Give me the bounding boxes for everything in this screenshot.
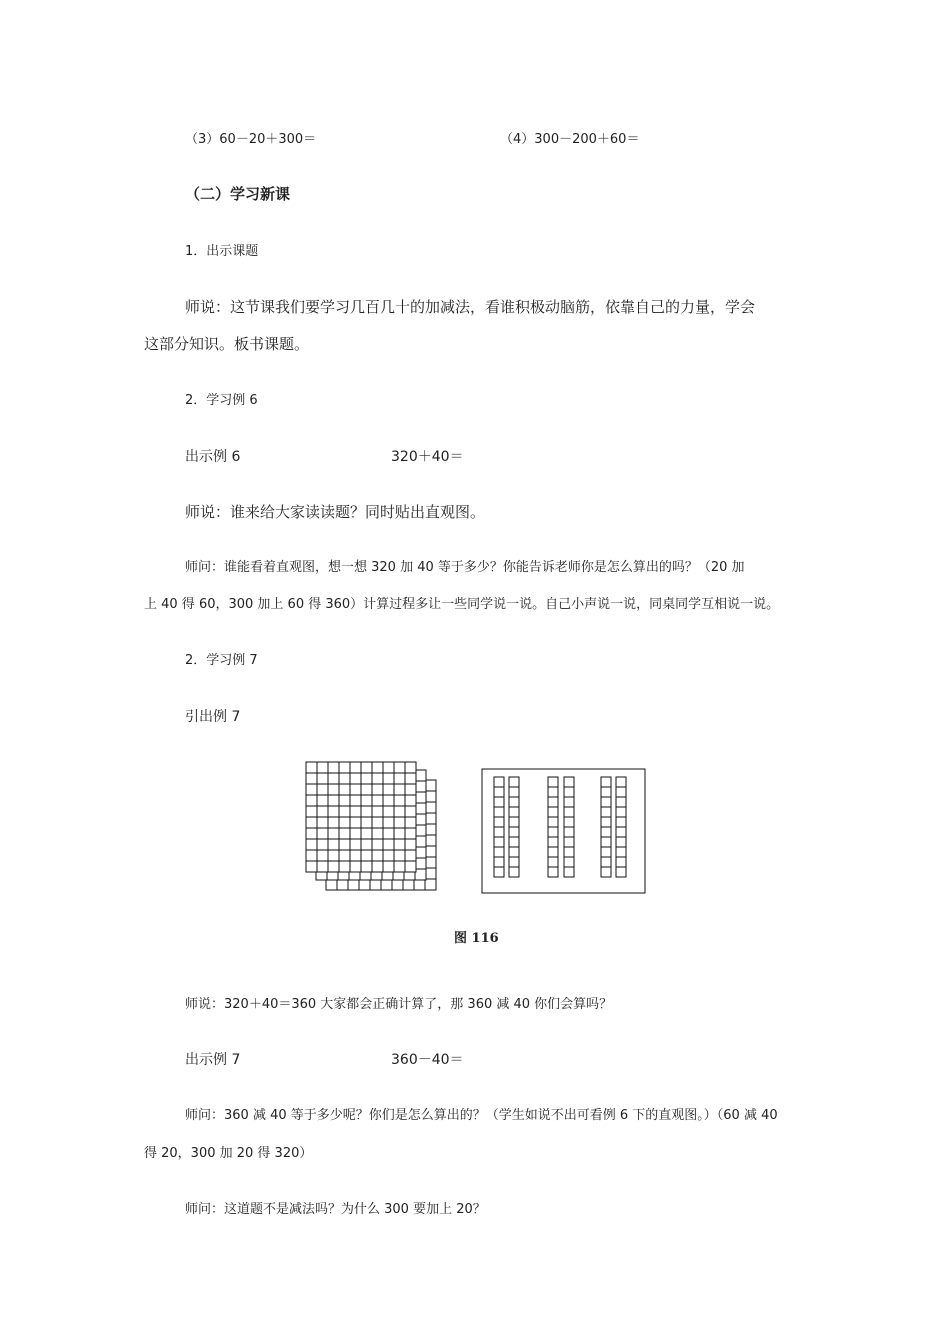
step3-show-expr: 360－40＝	[391, 1052, 464, 1068]
step3-ask1-line2: 得 20，300 加 20 得 320）	[144, 1146, 313, 1161]
step1-heading: 1．出示课题	[185, 244, 259, 259]
step1-teacher-line1: 师说：这节课我们要学习几百几十的加减法，看谁积极动脑筋，依靠自己的力量，学会	[185, 298, 756, 316]
section-heading: （二）学习新课	[185, 185, 291, 203]
hundred-grid-3	[306, 762, 416, 872]
step2-ask-line1: 师问：谁能看着直观图，想一想 320 加 40 等于多少？你能告诉老师你是怎么算出的吗？（20 加	[185, 560, 745, 575]
tens-rod-5	[601, 777, 611, 877]
step3-ask2: 师问：这道题不是减法吗？为什么 300 要加上 20？	[185, 1202, 486, 1217]
review-item-3: （3）60－20＋300＝	[185, 132, 317, 147]
step2-ask-line2: 上 40 得 60，300 加上 60 得 360）计算过程多让一些同学说一说。自己小声说一说，同桌同学互相说一说。	[144, 597, 780, 612]
tens-rod-6	[616, 777, 626, 877]
step3-heading: 2．学习例 7	[185, 653, 258, 668]
tens-rod-2	[509, 777, 519, 877]
step2-heading: 2．学习例 6	[185, 393, 258, 408]
step3-intro: 引出例 7	[185, 709, 241, 725]
figure-caption: 图 116	[454, 931, 499, 946]
step2-show-label: 出示例 6	[185, 449, 241, 465]
step2-say: 师说：谁来给大家读读题？同时贴出直观图。	[185, 503, 486, 521]
tens-rod-4	[564, 777, 574, 877]
review-item-4: （4）300－200＋60＝	[500, 132, 640, 147]
tens-rod-3	[548, 777, 558, 877]
step3-ask1-line1: 师问：360 减 40 等于多少呢？你们是怎么算出的？（学生如说不出可看例 6 下的直观图。）（60 减 40	[185, 1108, 778, 1123]
step1-teacher-line2: 这部分知识。板书课题。	[144, 335, 310, 353]
figure-116	[300, 760, 660, 900]
tens-rod-1	[494, 777, 504, 877]
step3-say: 师说：320＋40＝360 大家都会正确计算了，那 360 减 40 你们会算吗？	[185, 997, 613, 1012]
step2-show-expr: 320＋40＝	[391, 449, 464, 465]
step3-show-label: 出示例 7	[185, 1052, 241, 1068]
